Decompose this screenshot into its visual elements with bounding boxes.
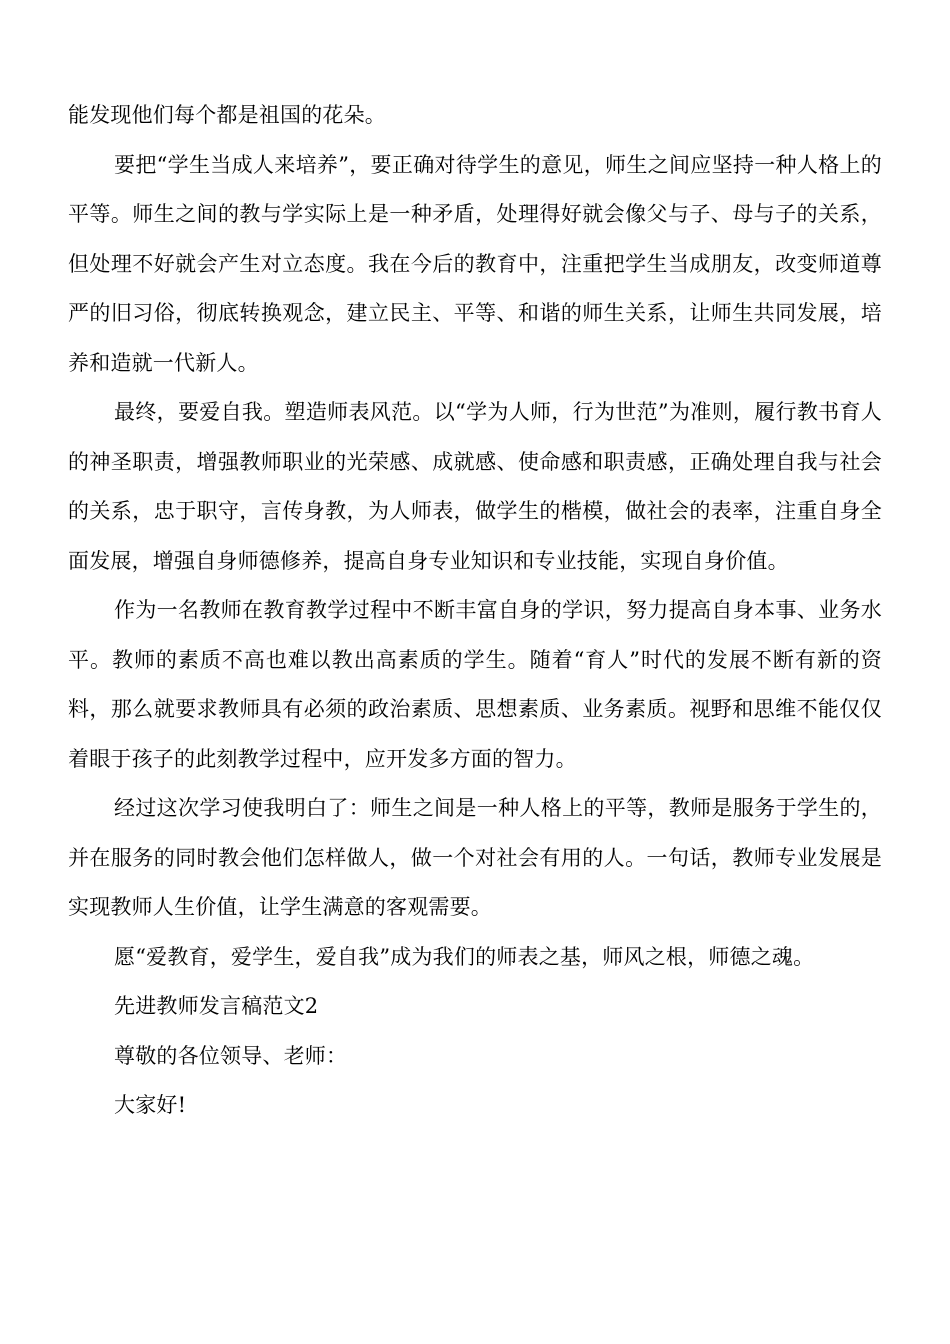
greeting: 大家好!: [114, 1093, 187, 1117]
paragraph-teacher-student-equality: 要把“学生当成人来培养”，要正确对待学生的意见，师生之间应坚持一种人格上的平等。师生之间的教与学实际上是一种矛盾，处理得好就会像父与子、母与子的关系，但处理不好就会产生对立态度。我在今后的教育中，注重把学生当成朋友，改变师道尊严的旧习俗，彻底转换观念，建立民主、平等、和谐的师生关系，让师生共同发展，培养和造就一代新人。: [68, 152, 882, 375]
paragraph-learning-summary: 经过这次学习使我明白了：师生之间是一种人格上的平等，教师是服务于学生的，并在服务的同时教会他们怎样做人，做一个对社会有用的人。一句话，教师专业发展是实现教师人生价值，让学生满意的客观需要。: [68, 796, 882, 919]
salutation: 尊敬的各位领导、老师：: [114, 1043, 348, 1068]
paragraph-closing-wish: 愿“爱教育，爱学生，爱自我”成为我们的师表之基，师风之根，师德之魂。: [114, 944, 815, 969]
section-title: 先进教师发言稿范文2: [114, 994, 319, 1018]
paragraph-continuation: 能发现他们每个都是祖国的花朵。: [68, 103, 386, 127]
paragraph-love-self: 最终，要爱自我。塑造师表风范。以“学为人师，行为世范”为准则，履行教书育人的神圣职责，增强教师职业的光荣感、成就感、使命感和职责感，正确处理自我与社会的关系，忠于职守，言传身教，为人师表，做学生的楷模，做社会的表率，注重自身全面发展，增强自身师德修养，提高自身专业知识和专业技能，实现自身价值。: [68, 400, 882, 573]
document-page: [68, 91, 882, 1131]
paragraph-teacher-quality: 作为一名教师在教育教学过程中不断丰富自身的学识，努力提高自身本事、业务水平。教师的素质不高也难以教出高素质的学生。随着“育人”时代的发展不断有新的资料，那么就要求教师具有必须的政治素质、思想素质、业务素质。视野和思维不能仅仅着眼于孩子的此刻教学过程中，应开发多方面的智力。: [68, 598, 882, 771]
